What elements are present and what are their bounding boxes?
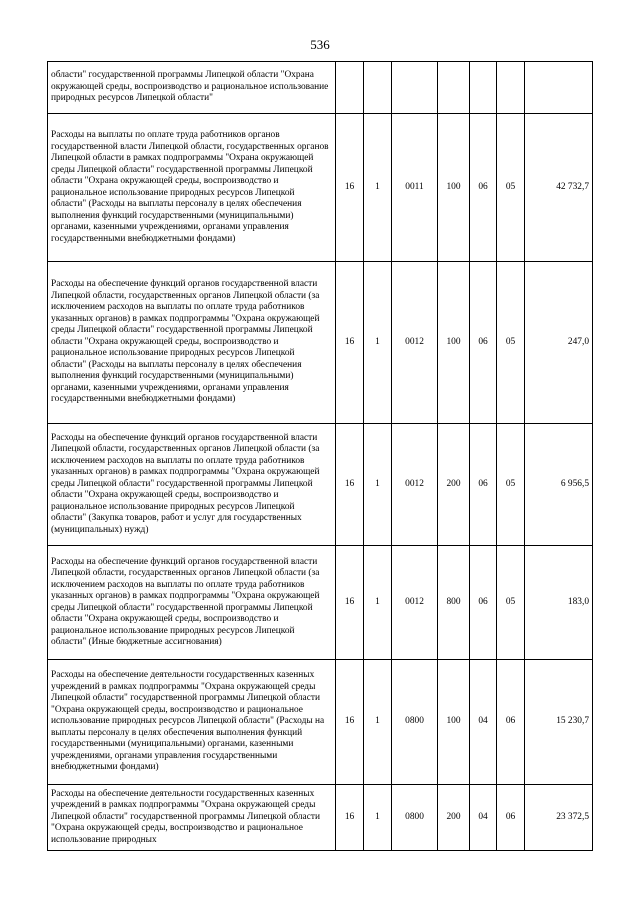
table-row xyxy=(48,114,593,262)
subsection-code: 05 xyxy=(497,114,525,262)
expense-type-code: 100 xyxy=(438,660,470,785)
row-description: Расходы на обеспечение функций органов государственной власти Липецкой области, государственных органов Липецкой области (за исключением расходов на выплаты по оплате труда работников указанных органов) в рамках подпрограммы "Охрана окружающей среды Липецкой области" государственной программы Липецкой области "Охрана окружающей среды, воспроизводство и рациональное использование природных ресурсов Липецкой области" (Иные бюджетные ассигнования) xyxy=(48,546,336,660)
expense-type-code xyxy=(438,62,470,114)
amount-value: 6 956,5 xyxy=(525,424,593,546)
section-code xyxy=(364,62,392,114)
section-code: 1 xyxy=(364,660,392,785)
section-code: 1 xyxy=(364,785,392,851)
target-article-code: 0800 xyxy=(392,660,438,785)
target-article-code: 0012 xyxy=(392,424,438,546)
target-article-code: 0800 xyxy=(392,785,438,851)
table-body xyxy=(48,62,593,851)
chapter-code: 06 xyxy=(470,114,497,262)
chapter-code: 06 xyxy=(470,262,497,424)
target-article-code: 0012 xyxy=(392,546,438,660)
table-row xyxy=(48,262,593,424)
page-number: 536 xyxy=(310,37,330,52)
chapter-code: 06 xyxy=(470,424,497,546)
ministry-code: 16 xyxy=(336,785,364,851)
table-row xyxy=(48,660,593,785)
table-row xyxy=(48,785,593,851)
chapter-code: 04 xyxy=(470,785,497,851)
ministry-code: 16 xyxy=(336,424,364,546)
expense-type-code: 100 xyxy=(438,114,470,262)
target-article-code: 0011 xyxy=(392,114,438,262)
amount-value: 15 230,7 xyxy=(525,660,593,785)
subsection-code: 05 xyxy=(497,424,525,546)
expense-type-code: 200 xyxy=(438,424,470,546)
amount-value: 247,0 xyxy=(525,262,593,424)
ministry-code xyxy=(336,62,364,114)
amount-value: 183,0 xyxy=(525,546,593,660)
row-description: Расходы на обеспечение деятельности государственных казенных учреждений в рамках подпрограммы "Охрана окружающей среды Липецкой области" государственной программы Липецкой области "Охрана окружающей среды, воспроизводство и рациональное использование природных xyxy=(48,785,336,851)
expense-type-code: 100 xyxy=(438,262,470,424)
table-row xyxy=(48,546,593,660)
row-description: области" государственной программы Липецкой области "Охрана окружающей среды, воспроизводство и рациональное использование природных ресурсов Липецкой области" xyxy=(48,62,336,114)
subsection-code: 06 xyxy=(497,785,525,851)
budget-table xyxy=(47,61,593,851)
ministry-code: 16 xyxy=(336,660,364,785)
expense-type-code: 800 xyxy=(438,546,470,660)
section-code: 1 xyxy=(364,114,392,262)
table-row xyxy=(48,62,593,114)
expense-type-code: 200 xyxy=(438,785,470,851)
section-code: 1 xyxy=(364,424,392,546)
ministry-code: 16 xyxy=(336,262,364,424)
row-description: Расходы на обеспечение деятельности государственных казенных учреждений в рамках подпрограммы "Охрана окружающей среды Липецкой области" государственной программы Липецкой области "Охрана окружающей среды, воспроизводство и рациональное использование природных ресурсов Липецкой области" (Расходы на выплаты персоналу в целях обеспечения выполнения функций государственными (муниципальными) органами, казенными учреждениями, органами управления государственными внебюджетными фондами) xyxy=(48,660,336,785)
subsection-code xyxy=(497,62,525,114)
row-description: Расходы на выплаты по оплате труда работников органов государственной власти Липецкой области, государственных органов Липецкой области в рамках подпрограммы "Охрана окружающей среды Липецкой области" государственной программы Липецкой области "Охрана окружающей среды, воспроизводство и рациональное использование природных ресурсов Липецкой области" (Расходы на выплаты персоналу в целях обеспечения выполнения функций государственными (муниципальными) органами, казенными учреждениями, органами управления государственными внебюджетными фондами) xyxy=(48,114,336,262)
chapter-code: 04 xyxy=(470,660,497,785)
row-description: Расходы на обеспечение функций органов государственной власти Липецкой области, государственных органов Липецкой области (за исключением расходов на выплаты по оплате труда работников указанных органов) в рамках подпрограммы "Охрана окружающей среды Липецкой области" государственной программы Липецкой области "Охрана окружающей среды, воспроизводство и рациональное использование природных ресурсов Липецкой области" (Расходы на выплаты персоналу в целях обеспечения выполнения функций государственными (муниципальными) органами, казенными учреждениями, органами управления государственными внебюджетными фондами) xyxy=(48,262,336,424)
chapter-code: 06 xyxy=(470,546,497,660)
amount-value xyxy=(525,62,593,114)
ministry-code: 16 xyxy=(336,114,364,262)
section-code: 1 xyxy=(364,546,392,660)
chapter-code xyxy=(470,62,497,114)
amount-value: 23 372,5 xyxy=(525,785,593,851)
target-article-code: 0012 xyxy=(392,262,438,424)
table-row xyxy=(48,424,593,546)
subsection-code: 05 xyxy=(497,546,525,660)
row-description: Расходы на обеспечение функций органов государственной власти Липецкой области, государственных органов Липецкой области (за исключением расходов на выплаты по оплате труда работников указанных органов) в рамках подпрограммы "Охрана окружающей среды Липецкой области" государственной программы Липецкой области "Охрана окружающей среды, воспроизводство и рациональное использование природных ресурсов Липецкой области" (Закупка товаров, работ и услуг для государственных (муниципальных) нужд) xyxy=(48,424,336,546)
ministry-code: 16 xyxy=(336,546,364,660)
subsection-code: 05 xyxy=(497,262,525,424)
amount-value: 42 732,7 xyxy=(525,114,593,262)
subsection-code: 06 xyxy=(497,660,525,785)
target-article-code xyxy=(392,62,438,114)
section-code: 1 xyxy=(364,262,392,424)
